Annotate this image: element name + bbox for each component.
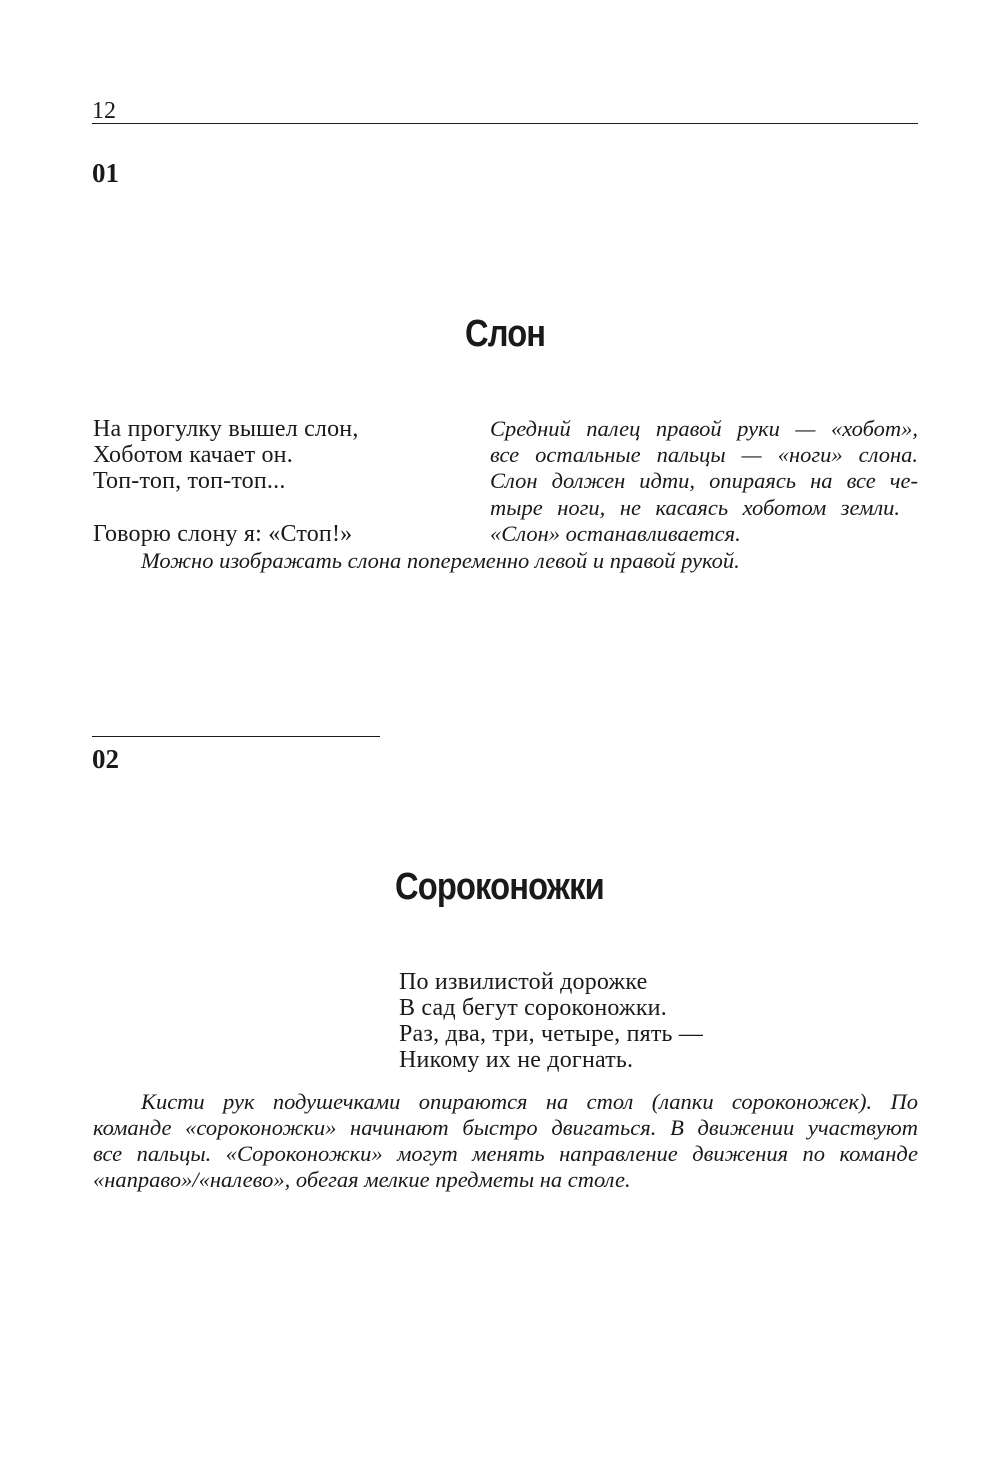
- instruction-line: Кисти рук подушечками опираются на стол (лапки сороконожек). По: [141, 1089, 918, 1114]
- instruction-line: «направо»/«налево», обегая мелкие предметы на столе.: [93, 1167, 631, 1192]
- side-note-line: Слон должен идти, опираясь на все че-: [490, 468, 918, 493]
- instruction-line: команде «сороконожки» начинают быстро двигаться. В движении участвуют: [93, 1115, 918, 1140]
- poem-line: Раз, два, три, четыре, пять —: [399, 1021, 704, 1047]
- poem-line: На прогулку вышел слон,: [93, 416, 359, 442]
- poem-line: Никому их не догнать.: [399, 1047, 634, 1073]
- poem-line: Хоботом качает он.: [93, 442, 293, 468]
- section-number-02: 02: [92, 744, 119, 774]
- section-footnote: Можно изображать слона попеременно левой и правой рукой.: [141, 548, 740, 573]
- instruction-line: все пальцы. «Сороконожки» могут менять направление движения по команде: [93, 1141, 918, 1166]
- side-note-line: Средний палец правой руки — «хобот»,: [490, 416, 918, 441]
- page-number: 12: [92, 98, 116, 124]
- poem-line: По извилистой дорожке: [399, 969, 648, 995]
- header-rule: [92, 123, 918, 124]
- poem-line: Топ-топ, топ-топ...: [93, 468, 286, 494]
- side-note-line: тыре ноги, не касаясь хоботом земли.: [490, 495, 900, 520]
- section-divider: [92, 736, 380, 737]
- side-note-line: «Слон» останавливается.: [490, 521, 741, 546]
- section-title-slon: Слон: [465, 313, 546, 355]
- section-number-01: 01: [92, 158, 119, 188]
- section-title-sorokonozhki: Сороконожки: [395, 866, 604, 908]
- side-note-line: все остальные пальцы — «ноги» слона.: [490, 442, 918, 467]
- poem-line: Говорю слону я: «Стоп!»: [93, 521, 353, 547]
- poem-line: В сад бегут сороконожки.: [399, 995, 667, 1021]
